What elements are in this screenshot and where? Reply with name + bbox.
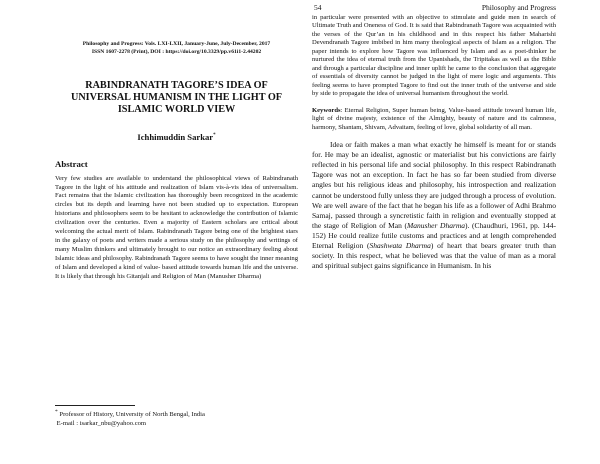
author-name — [55, 132, 298, 142]
footnote-rule — [55, 405, 135, 406]
running-title: Philosophy and Progress — [481, 3, 556, 12]
article-title: RABINDRANATH TAGORE’S IDEA OF UNIVERSAL HUMANISM IN THE LIGHT OF ISLAMIC WORLD VIEW — [70, 80, 283, 116]
author-footnote-mark: * — [213, 132, 216, 138]
keywords-label: Keywords — [312, 106, 341, 114]
footnote-email — [55, 420, 298, 429]
abstract-heading: Abstract — [55, 158, 88, 169]
author-name-text: Ichhimuddin Sarkar — [137, 131, 214, 142]
body-italic-2: Shashwata Dharma — [369, 240, 431, 250]
footnote — [55, 408, 298, 428]
citation-block — [55, 40, 298, 56]
body-paragraph — [312, 140, 556, 271]
footnote-affiliation — [55, 408, 298, 420]
abstract-continuation: in particular were presented with an objective to stimulate and guide men in search of Ultimate Truth and Oneness of God. It is said that Rabindranath Tagore was acquainted with the verses of the Qur’an in his childhood and in this respect his father Maharishi Devendranath Tagore imbibed in him many theological aspects of Islam as a religion. The paper intends to explore how Tagore was influenced by Islam and as a poet-thinker he nurtured the idea of eternal truth from the Upanishads, the Tripitakas as well as the Bible and through a particular discipline and inner uplift he came to the conclusion that aggregate of essentials of diversity cannot be judged in the light of mere logic and arguments. This feeling seems to have prompted Tagore to find out the inner truth of the universe and side by side to propagate the idea of universal humanism throughout the world. — [312, 14, 556, 98]
keywords — [312, 107, 556, 133]
left-column — [55, 40, 298, 281]
citation-line-1: Philosophy and Progress: Vols. LXI-LXII, January-June, July-December, 2017 — [82, 41, 271, 47]
body-italic-1: Manusher Dharma — [406, 220, 466, 230]
keywords-text: : Eternal Religion, Super human being, Value-based attitude toward human life, light of divine majesty, existence of the Almighty, beauty of nature and its calmness, harmony, Shantam, Shivam, Advaitam, feeling of love, global solidarity of all man. — [312, 106, 556, 131]
footnote-affiliation-text: Professor of History, University of North Bengal, India — [59, 411, 205, 419]
footnote-mark: * — [55, 409, 58, 415]
body-text-3: ) of heart that bears greater truth than society. In this respect, what he believed was that the value of man as a moral and spiritual subject gains significance in Humanism. In his — [312, 240, 556, 271]
page-number: 54 — [314, 3, 322, 12]
citation-line-2: ISSN 1607-2278 (Print), DOI : https://doi.org/10.3329/pp.v61i1-2.44202 — [91, 49, 262, 55]
body-text-2: ). (Chaudhuri, 1961, pp. 144-152) He could realize futile customs and practices and at length comprehended Eternal Religion ( — [312, 220, 557, 250]
body-text-1: Idea or faith makes a man what exactly he himself is meant for or stands for. He may be an idealist, agnostic or materialist but his convictions are fairly reflected in his personal life and social philosophy. In this respect Rabindranath Tagore was not an exception. In fact he has so far been studied from diverse angles but his religious ideas and philosophy, his introspection and realization cannot be understood fully unless they are judged through a process of evolution. We are well aware of the fact that he began his life as a follower of Adhi Brahmo Samaj, passed through a syncretistic faith in religion and eventually stopped at the stage of Religion of Man ( — [312, 140, 556, 230]
footnote-email-text: E-mail : isarkar_nbu@yahoo.com — [56, 419, 147, 427]
right-column — [312, 14, 556, 271]
abstract-text: Very few studies are available to understand the philosophical views of Rabindranath Tagore in the light of his attitude and realization of Islam vis-à-vis idea of universalism. Fact remains that the Islamic civilization has thoroughly been recognized in the academic circles but its depth and learning have not been studied up to expectation. European historians and philosophers seem to be hesitant to acknowledge the contribution of Islamic civilization over the centuries. Even a majority of Eastern scholars are critical about welcoming the actual merit of Islam. Rabindranath Tagore being one of the brightest stars in the galaxy of poets and writers made a serious study on the philosophy and writings of many Muslim thinkers and ultimately brought to our notice an extraordinary feeling about Islamic ideas and philosophy. Rabindranath Tagore seems to have sought the inner meaning of Islam and developed a kind of value- based attitude towards human life and the universe. It is likely that through his Gitanjali and Religion of Man (Manusher Dharma) — [55, 174, 298, 280]
